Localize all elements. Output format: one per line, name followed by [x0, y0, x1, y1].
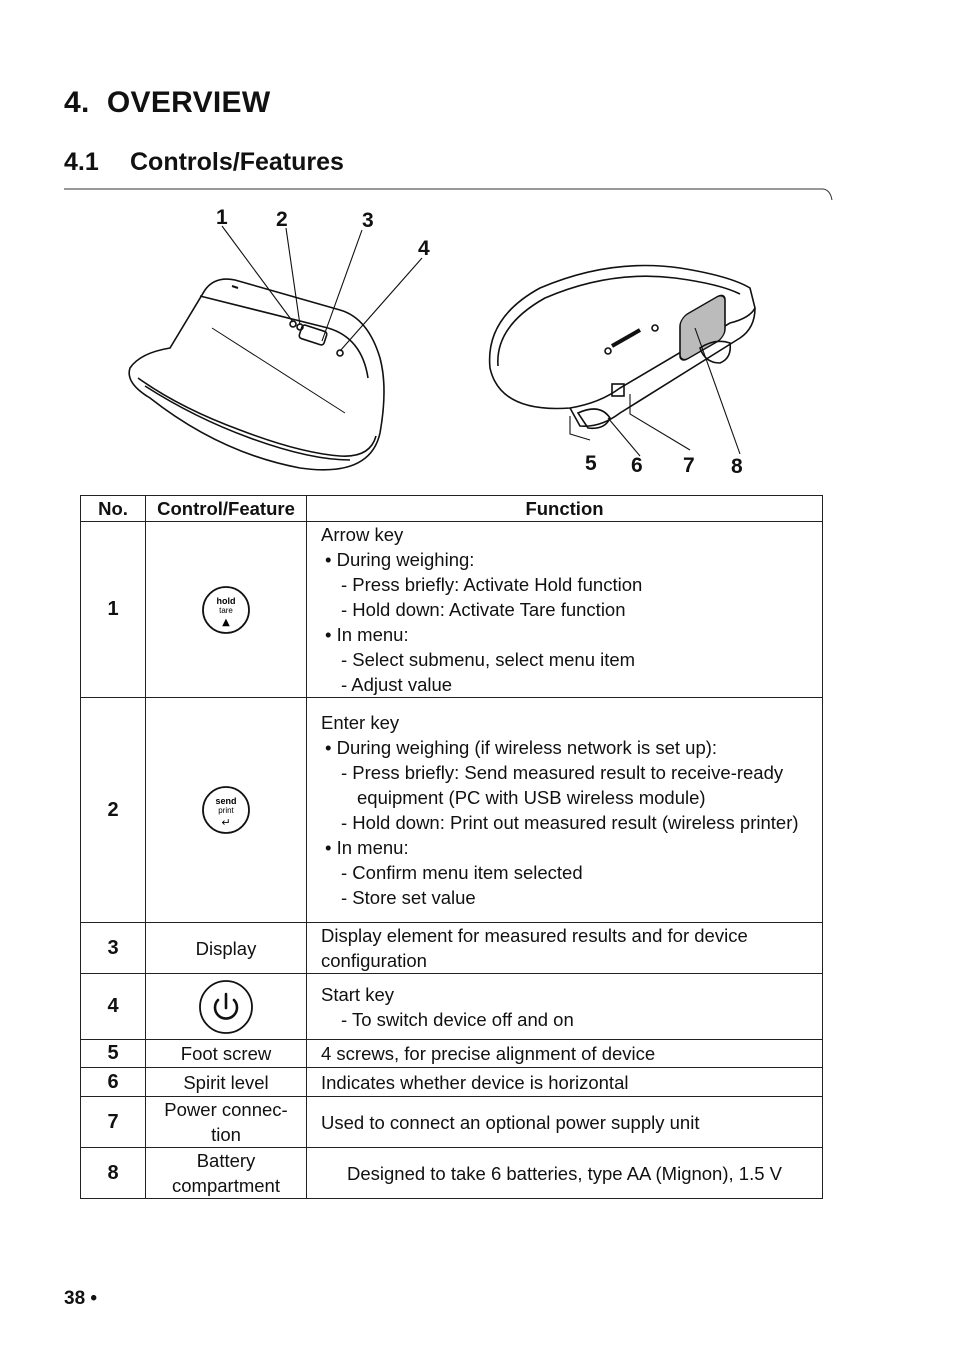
- row-control: Battery compartment: [146, 1148, 307, 1199]
- row-control: Power connec-tion: [146, 1097, 307, 1148]
- table-row: [81, 1148, 823, 1199]
- svg-text:↵: ↵: [221, 816, 231, 829]
- power-key-icon: [197, 978, 255, 1036]
- row-function: Display element for measured results and for device configuration: [307, 923, 823, 974]
- chapter-heading: [64, 86, 270, 120]
- callout-5: 5: [585, 452, 597, 475]
- section-number: 4.1: [64, 148, 99, 176]
- table-row: [81, 974, 823, 1040]
- row-control: Spirit level: [146, 1068, 307, 1097]
- svg-text:tare: tare: [219, 605, 233, 615]
- callout-4: 4: [418, 237, 430, 260]
- device-illustration: [100, 198, 800, 488]
- callout-2: 2: [276, 208, 288, 231]
- row-number: 1: [81, 522, 146, 698]
- row-number: 8: [81, 1148, 146, 1199]
- callout-6: 6: [631, 454, 643, 477]
- row-function: Start key - To switch device off and on: [307, 974, 823, 1040]
- svg-text:send: send: [215, 796, 237, 806]
- table-row: [81, 1068, 823, 1097]
- row-number: 3: [81, 923, 146, 974]
- callout-3: 3: [362, 209, 374, 232]
- row-number: 4: [81, 974, 146, 1040]
- row-function: Enter key • During weighing (if wireless network is set up): - Press briefly: Send measured result to receive-ready equipment (PC with USB wireless module) - Hold down: Print out measured result (wireless printer) • In menu: - Confirm menu item selected - Store set value: [307, 698, 823, 923]
- callout-8: 8: [731, 455, 743, 478]
- page-number: 38 •: [64, 1288, 98, 1309]
- callout-1: 1: [216, 206, 228, 229]
- controls-table: [80, 495, 823, 1199]
- scale-rear-view: [490, 266, 755, 429]
- scale-front-view: [129, 279, 384, 470]
- row-function: Arrow key • During weighing: - Press briefly: Activate Hold function - Hold down: Activate Tare function • In menu: - Select submenu, select menu item - Adjust value: [307, 522, 823, 698]
- row-number: 2: [81, 698, 146, 923]
- table-row: [81, 522, 823, 698]
- svg-text:▲: ▲: [222, 616, 230, 628]
- row-control: Display: [146, 923, 307, 974]
- svg-text:print: print: [218, 806, 234, 815]
- header-control: Control/Feature: [146, 496, 307, 522]
- row-function: 4 screws, for precise alignment of device: [307, 1040, 823, 1068]
- svg-text:hold: hold: [216, 595, 236, 606]
- table-row: [81, 698, 823, 923]
- row-number: 7: [81, 1097, 146, 1148]
- header-no: No.: [81, 496, 146, 522]
- table-header-row: [81, 496, 823, 522]
- table-row: [81, 1097, 823, 1148]
- table-row: [81, 923, 823, 974]
- hold-tare-key-icon: [200, 584, 252, 636]
- row-function: Indicates whether device is horizontal: [307, 1068, 823, 1097]
- send-print-key-icon: [200, 784, 252, 836]
- row-number: 5: [81, 1040, 146, 1068]
- header-function: Function: [307, 496, 823, 522]
- chapter-number: 4.: [64, 86, 90, 119]
- chapter-title: OVERVIEW: [106, 86, 271, 119]
- row-control: Foot screw: [146, 1040, 307, 1068]
- section-title: Controls/Features: [130, 148, 344, 176]
- section-heading: [64, 148, 344, 177]
- callout-7: 7: [683, 454, 695, 477]
- row-function: Designed to take 6 batteries, type AA (Mignon), 1.5 V: [307, 1148, 823, 1199]
- row-number: 6: [81, 1068, 146, 1097]
- table-row: [81, 1040, 823, 1068]
- row-function: Used to connect an optional power supply unit: [307, 1097, 823, 1148]
